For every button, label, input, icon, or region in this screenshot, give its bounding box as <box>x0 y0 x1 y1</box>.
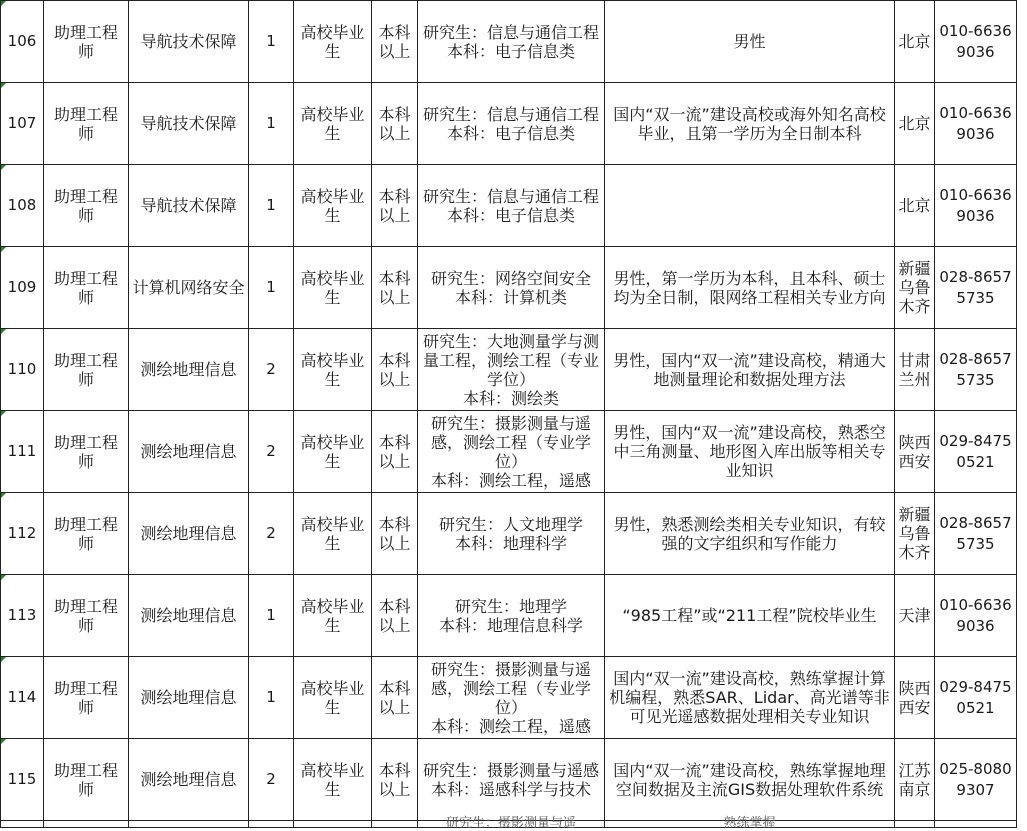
table-row <box>1 575 1017 657</box>
degree-requirement: 本科以上 <box>372 575 418 657</box>
major-requirement <box>418 816 605 831</box>
contact-phone: 010-66369036 <box>935 575 1017 657</box>
contact-phone: 010-66369036 <box>935 1 1017 83</box>
degree-requirement: 本科以上 <box>372 83 418 165</box>
row-number: 113 <box>1 575 44 657</box>
contact-phone: 028-86575735 <box>935 329 1017 411</box>
major-graduate: 研究生：网络空间安全 <box>430 268 591 288</box>
job-field: 测绘地理信息 <box>129 493 249 575</box>
contact-phone: 029-84750521 <box>935 657 1017 739</box>
major-requirement <box>418 329 605 411</box>
other-requirements <box>605 816 895 831</box>
other-requirements: 男性，国内“双一流”建设高校，精通大地测量理论和数据处理方法 <box>605 329 895 411</box>
job-field: 导航技术保障 <box>129 83 249 165</box>
row-number: 109 <box>1 247 44 329</box>
table-row <box>1 83 1017 165</box>
major-undergraduate: 本科：测绘工程，遥感 <box>430 470 591 490</box>
work-location: 陕西西安 <box>895 411 935 493</box>
degree-requirement: 本科以上 <box>372 329 418 411</box>
major-requirement <box>418 247 605 329</box>
major-undergraduate: 本科：测绘工程，遥感 <box>430 716 591 736</box>
other-requirements: “985工程”或“211工程”院校毕业生 <box>605 575 895 657</box>
major-requirement <box>418 493 605 575</box>
other-requirements: 国内“双一流”建设高校，熟练掌握地理空间数据及主流GIS数据处理软件系统 <box>605 739 895 821</box>
work-location: 新疆乌鲁木齐 <box>895 247 935 329</box>
work-location: 江苏南京 <box>895 739 935 821</box>
job-field: 导航技术保障 <box>129 1 249 83</box>
work-location: 北京 <box>895 83 935 165</box>
major-graduate: 研究生：摄影测量与遥感，测绘工程（专业学位） <box>430 413 591 471</box>
job-field: 测绘地理信息 <box>129 411 249 493</box>
contact-phone: 028-86575735 <box>935 493 1017 575</box>
major-graduate: 研究生：摄影测量与遥 <box>445 816 576 831</box>
contact-phone: 025-80809307 <box>935 739 1017 821</box>
contact-phone: 010-66369036 <box>935 165 1017 247</box>
major-graduate: 研究生：信息与通信工程 <box>422 186 599 206</box>
candidate-source: 高校毕业生 <box>294 657 372 739</box>
hiring-count: 1 <box>249 165 294 247</box>
other-requirements: 男性，国内“双一流”建设高校，熟悉空中三角测量、地形图入库出版等相关专业知识 <box>605 411 895 493</box>
major-requirement <box>418 1 605 83</box>
work-location: 天津 <box>895 575 935 657</box>
major-undergraduate: 本科：地理科学 <box>454 533 567 553</box>
position-title: 助理工程师 <box>44 411 129 493</box>
job-field: 测绘地理信息 <box>129 657 249 739</box>
job-field: 测绘地理信息 <box>129 575 249 657</box>
major-graduate: 研究生：地理学 <box>454 596 567 616</box>
row-number: 112 <box>1 493 44 575</box>
row-number: 106 <box>1 1 44 83</box>
degree-requirement: 本科以上 <box>372 411 418 493</box>
major-requirement <box>418 83 605 165</box>
table-row-partial <box>1 821 1017 828</box>
major-graduate: 研究生：人文地理学 <box>438 514 583 534</box>
row-number <box>1 821 44 828</box>
hiring-count: 2 <box>249 739 294 821</box>
job-field: 导航技术保障 <box>129 165 249 247</box>
major-undergraduate: 本科：地理信息科学 <box>438 615 583 635</box>
work-location: 陕西西安 <box>895 657 935 739</box>
major-requirement <box>418 657 605 739</box>
major-graduate: 研究生：大地测量学与测量工程，测绘工程（专业学位） <box>422 331 599 389</box>
position-title: 助理工程师 <box>44 575 129 657</box>
hiring-count: 1 <box>249 575 294 657</box>
hiring-count: 2 <box>249 493 294 575</box>
candidate-source <box>294 821 372 828</box>
other-requirements <box>605 165 895 247</box>
major-undergraduate: 本科：遥感科学与技术 <box>430 779 591 799</box>
major-graduate: 研究生：摄影测量与遥感，测绘工程（专业学位） <box>430 659 591 717</box>
hiring-count <box>249 821 294 828</box>
table-row <box>1 1 1017 83</box>
other-requirements: 男性，熟悉测绘类相关专业知识，有较强的文字组织和写作能力 <box>605 493 895 575</box>
job-field: 测绘地理信息 <box>129 739 249 821</box>
candidate-source: 高校毕业生 <box>294 739 372 821</box>
position-title: 助理工程师 <box>44 83 129 165</box>
other-requirements: 国内“双一流”建设高校，熟练掌握计算机编程，熟悉SAR、Lidar、高光谱等非可见光遥感数据处理相关专业知识 <box>605 657 895 739</box>
table-body <box>1 1 1017 831</box>
degree-requirement <box>372 821 418 828</box>
candidate-source: 高校毕业生 <box>294 493 372 575</box>
hiring-count: 1 <box>249 1 294 83</box>
other-requirements: 男性 <box>605 1 895 83</box>
position-title: 助理工程师 <box>44 165 129 247</box>
degree-requirement: 本科以上 <box>372 493 418 575</box>
degree-requirement: 本科以上 <box>372 657 418 739</box>
other-requirements: 男性，第一学历为本科，且本科、硕士均为全日制，限网络工程相关专业方向 <box>605 247 895 329</box>
work-location: 新疆乌鲁木齐 <box>895 493 935 575</box>
table-row <box>1 739 1017 821</box>
requirements-text: 熟练掌握 <box>723 816 776 831</box>
position-title: 助理工程师 <box>44 1 129 83</box>
major-graduate: 研究生：信息与通信工程 <box>422 22 599 42</box>
candidate-source: 高校毕业生 <box>294 575 372 657</box>
table-row <box>1 493 1017 575</box>
position-title: 助理工程师 <box>44 247 129 329</box>
major-requirement <box>418 739 605 821</box>
candidate-source: 高校毕业生 <box>294 411 372 493</box>
candidate-source: 高校毕业生 <box>294 247 372 329</box>
work-location: 甘肃兰州 <box>895 329 935 411</box>
row-number: 108 <box>1 165 44 247</box>
row-number: 111 <box>1 411 44 493</box>
table-row <box>1 411 1017 493</box>
degree-requirement: 本科以上 <box>372 739 418 821</box>
contact-phone <box>935 821 1017 828</box>
work-location: 北京 <box>895 165 935 247</box>
major-undergraduate: 本科：电子信息类 <box>446 41 575 61</box>
hiring-count: 1 <box>249 83 294 165</box>
major-requirement <box>418 575 605 657</box>
major-undergraduate: 本科：测绘类 <box>462 388 559 408</box>
contact-phone: 028-86575735 <box>935 247 1017 329</box>
other-requirements: 国内“双一流”建设高校或海外知名高校毕业，且第一学历为全日制本科 <box>605 83 895 165</box>
major-undergraduate: 本科：计算机类 <box>454 287 567 307</box>
major-requirement <box>418 411 605 493</box>
row-number: 114 <box>1 657 44 739</box>
candidate-source: 高校毕业生 <box>294 1 372 83</box>
table-row <box>1 329 1017 411</box>
contact-phone: 029-84750521 <box>935 411 1017 493</box>
hiring-count: 2 <box>249 329 294 411</box>
major-graduate: 研究生：摄影测量与遥感 <box>422 760 599 780</box>
work-location <box>895 821 935 828</box>
major-requirement <box>418 165 605 247</box>
major-graduate: 研究生：信息与通信工程 <box>422 104 599 124</box>
row-number: 110 <box>1 329 44 411</box>
position-title <box>44 821 129 828</box>
degree-requirement: 本科以上 <box>372 165 418 247</box>
table-row <box>1 657 1017 739</box>
hiring-count: 1 <box>249 657 294 739</box>
position-title: 助理工程师 <box>44 329 129 411</box>
position-title: 助理工程师 <box>44 493 129 575</box>
job-field: 计算机网络安全 <box>129 247 249 329</box>
job-field <box>129 821 249 828</box>
row-number: 115 <box>1 739 44 821</box>
table-row <box>1 247 1017 329</box>
row-number: 107 <box>1 83 44 165</box>
table-row <box>1 165 1017 247</box>
candidate-source: 高校毕业生 <box>294 329 372 411</box>
position-title: 助理工程师 <box>44 657 129 739</box>
candidate-source: 高校毕业生 <box>294 83 372 165</box>
major-undergraduate: 本科：电子信息类 <box>446 123 575 143</box>
candidate-source: 高校毕业生 <box>294 165 372 247</box>
position-title: 助理工程师 <box>44 739 129 821</box>
hiring-count: 2 <box>249 411 294 493</box>
degree-requirement: 本科以上 <box>372 1 418 83</box>
contact-phone: 010-66369036 <box>935 83 1017 165</box>
major-undergraduate: 本科：电子信息类 <box>446 205 575 225</box>
degree-requirement: 本科以上 <box>372 247 418 329</box>
hiring-count: 1 <box>249 247 294 329</box>
work-location: 北京 <box>895 1 935 83</box>
job-field: 测绘地理信息 <box>129 329 249 411</box>
